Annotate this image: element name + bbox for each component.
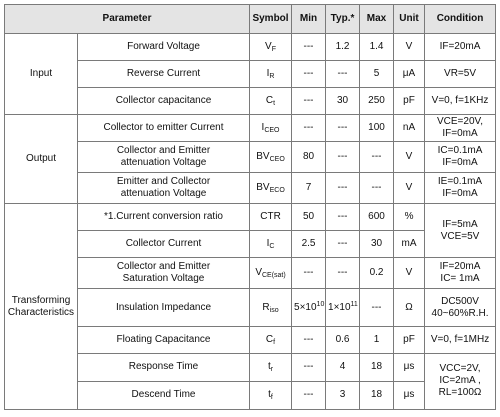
typ-cell: 30 [326, 88, 360, 115]
group-label: Input [5, 34, 78, 115]
symbol-cell-base: V [265, 41, 272, 52]
symbol-cell [250, 258, 292, 289]
symbol-cell-subscript: CEO [264, 127, 280, 134]
symbol-cell [250, 289, 292, 326]
min-cell: 50 [292, 204, 326, 231]
table-row [5, 353, 496, 381]
symbol-cell [250, 115, 292, 142]
condition-cell: IC=0.1mA IF=0mA [425, 142, 496, 173]
max-cell: --- [360, 142, 394, 173]
parameter-cell: Floating Capacitance [78, 326, 250, 353]
symbol-cell [250, 61, 292, 88]
unit-cell: Ω [394, 289, 425, 326]
max-cell: 30 [360, 231, 394, 258]
typ-cell: --- [326, 231, 360, 258]
condition-cell: IE=0.1mA IF=0mA [425, 173, 496, 204]
parameter-cell: Insulation Impedance [78, 289, 250, 326]
table-row [5, 289, 496, 326]
symbol-cell [250, 34, 292, 61]
table-row [5, 88, 496, 115]
unit-cell: V [394, 173, 425, 204]
symbol-cell [250, 231, 292, 258]
unit-cell: V [394, 142, 425, 173]
symbol-cell [250, 88, 292, 115]
parameter-cell: *1.Current conversion ratio [78, 204, 250, 231]
unit-cell: mA [394, 231, 425, 258]
unit-cell: V [394, 258, 425, 289]
table-row [5, 381, 496, 409]
min-cell: 80 [292, 142, 326, 173]
min-cell: --- [292, 326, 326, 353]
symbol-cell-base: t [268, 389, 271, 401]
symbol-cell [250, 204, 292, 231]
table-header-row [5, 5, 496, 34]
table-row [5, 231, 496, 258]
min-cell: 2.5 [292, 231, 326, 258]
typ-cell: --- [326, 173, 360, 204]
condition-cell: DC500V 40~60%R.H. [425, 289, 496, 326]
symbol-cell-base: I [266, 238, 270, 250]
group-label: Output [5, 115, 78, 204]
condition-cell: V=0, f=1MHz [425, 326, 496, 353]
symbol-cell-subscript: F [271, 46, 276, 53]
condition-cell: V=0, f=1KHz [425, 88, 496, 115]
symbol-cell [250, 142, 292, 173]
unit-cell: μs [394, 381, 425, 409]
parameter-cell: Descend Time [78, 381, 250, 409]
header-condition: Condition [425, 5, 496, 34]
symbol-cell-subscript: ECO [269, 187, 285, 195]
parameter-cell: Emitter and Collector attenuation Voltage [78, 173, 250, 204]
parameter-cell: Collector Current [78, 231, 250, 258]
typ-cell [326, 289, 360, 326]
table-row [5, 115, 496, 142]
typ-cell: --- [326, 61, 360, 88]
condition-cell: IF=20mA IC= 1mA [425, 258, 496, 289]
min-cell-base: 5×10 [294, 301, 317, 313]
max-cell: 5 [360, 61, 394, 88]
condition-cell: IF=20mA [425, 34, 496, 61]
parameter-cell: Response Time [78, 353, 250, 381]
symbol-cell-subscript: C [269, 243, 275, 251]
table-row [5, 61, 496, 88]
typ-cell: --- [326, 204, 360, 231]
condition-cell: VR=5V [425, 61, 496, 88]
typ-cell: 4 [326, 353, 360, 381]
symbol-cell-base: I [261, 122, 265, 133]
typ-cell-superscript: 11 [350, 300, 358, 308]
table-row [5, 173, 496, 204]
min-cell: --- [292, 34, 326, 61]
unit-cell: μs [394, 353, 425, 381]
unit-cell: μA [394, 61, 425, 88]
typ-cell: --- [326, 142, 360, 173]
table-body [5, 34, 496, 410]
max-cell: --- [360, 289, 394, 326]
parameter-cell: Collector and Emitter Saturation Voltage [78, 258, 250, 289]
table-row [5, 204, 496, 231]
symbol-cell-base: BV [256, 182, 270, 194]
symbol-cell-subscript: iso [269, 306, 279, 314]
min-cell-superscript: 10 [316, 300, 325, 308]
typ-cell: 1.2 [326, 34, 360, 61]
symbol-cell [250, 381, 292, 409]
min-cell: --- [292, 353, 326, 381]
symbol-cell-base: R [262, 301, 270, 313]
header-parameter: Parameter [5, 5, 250, 34]
min-cell [292, 289, 326, 326]
unit-cell: nA [394, 115, 425, 142]
max-cell: 600 [360, 204, 394, 231]
symbol-cell-subscript: t [273, 100, 276, 107]
table-row [5, 258, 496, 289]
header-symbol: Symbol [250, 5, 292, 34]
symbol-cell-base: V [255, 267, 262, 279]
max-cell: 0.2 [360, 258, 394, 289]
condition-cell: VCE=20V, IF=0mA [425, 115, 496, 142]
symbol-cell [250, 353, 292, 381]
symbol-cell-base: t [267, 361, 271, 373]
parameter-cell: Reverse Current [78, 61, 250, 88]
header-min: Min [292, 5, 326, 34]
group-label: Transforming Characteristics [5, 204, 78, 410]
electrical-characteristics-table [4, 4, 496, 410]
typ-cell: --- [326, 115, 360, 142]
header-max: Max [360, 5, 394, 34]
symbol-cell [250, 326, 292, 353]
parameter-cell: Collector and Emitter attenuation Voltage [78, 142, 250, 173]
unit-cell: pF [394, 88, 425, 115]
symbol-cell-base: I [266, 68, 270, 79]
header-typ: Typ.* [326, 5, 360, 34]
min-cell: --- [292, 115, 326, 142]
symbol-cell-subscript: f [270, 394, 273, 402]
table-row [5, 142, 496, 173]
parameter-cell: Collector to emitter Current [78, 115, 250, 142]
max-cell: 18 [360, 381, 394, 409]
spec-table-container [4, 4, 495, 410]
header-unit: Unit [394, 5, 425, 34]
max-cell: 250 [360, 88, 394, 115]
typ-cell-base: 1×10 [328, 301, 351, 313]
min-cell: --- [292, 61, 326, 88]
condition-cell: VCC=2V, IC=2mA , RL=100Ω [425, 353, 496, 409]
symbol-cell-subscript: CE(sat) [261, 272, 286, 280]
min-cell: --- [292, 88, 326, 115]
typ-cell: 0.6 [326, 326, 360, 353]
typ-cell: 3 [326, 381, 360, 409]
max-cell: 18 [360, 353, 394, 381]
unit-cell: V [394, 34, 425, 61]
typ-cell: --- [326, 258, 360, 289]
table-row [5, 34, 496, 61]
symbol-cell-subscript: CEO [269, 156, 285, 164]
max-cell: --- [360, 173, 394, 204]
table-row [5, 326, 496, 353]
unit-cell: pF [394, 326, 425, 353]
symbol-cell-base: C [265, 333, 274, 345]
parameter-cell: Forward Voltage [78, 34, 250, 61]
symbol-cell-base: CTR [260, 211, 281, 223]
max-cell: 1 [360, 326, 394, 353]
condition-cell: IF=5mA VCE=5V [425, 204, 496, 258]
parameter-cell: Collector capacitance [78, 88, 250, 115]
min-cell: 7 [292, 173, 326, 204]
max-cell: 100 [360, 115, 394, 142]
unit-cell: % [394, 204, 425, 231]
symbol-cell-base: BV [256, 151, 270, 163]
min-cell: --- [292, 258, 326, 289]
symbol-cell-subscript: R [269, 73, 275, 80]
min-cell: --- [292, 381, 326, 409]
max-cell: 1.4 [360, 34, 394, 61]
symbol-cell-subscript: f [273, 338, 276, 346]
symbol-cell-subscript: r [270, 366, 274, 374]
symbol-cell-base: C [265, 95, 274, 106]
symbol-cell [250, 173, 292, 204]
